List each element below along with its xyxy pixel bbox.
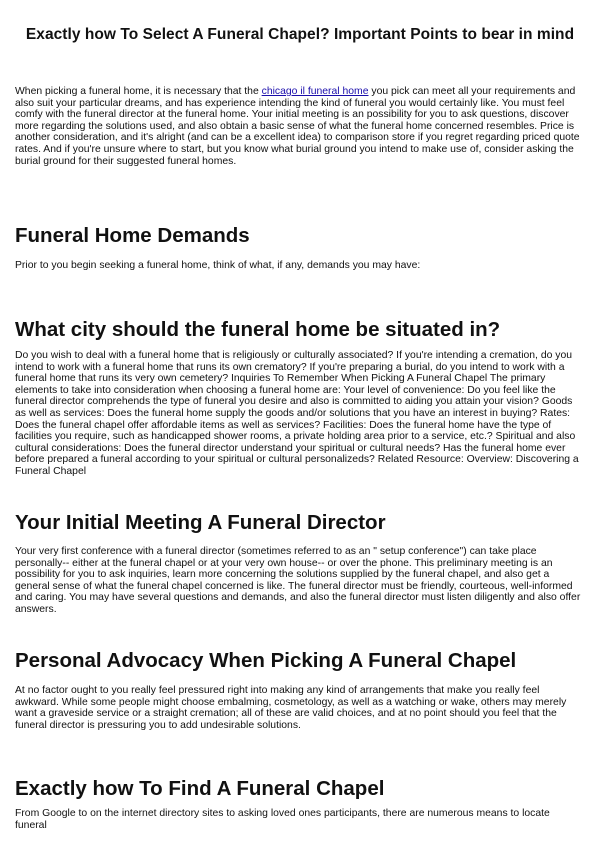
section-heading-initial-meeting: Your Initial Meeting A Funeral Director xyxy=(15,511,386,534)
section-heading-personal-advocacy: Personal Advocacy When Picking A Funeral Chapel xyxy=(15,649,517,672)
section-heading-city: What city should the funeral home be situated in? xyxy=(15,318,501,341)
intro-text-before-link: When picking a funeral home, it is necessary that the xyxy=(15,86,262,97)
section-body-personal-advocacy: At no factor ought to you really feel pressured right into making any kind of arrangements that make you really feel awkward. While some people might choose embalming, cosmetology, as well as a watching or wake, others may merely want a graveside service or a straight cremation; all of these are valid choices, and at no point should you feel that the funeral director is pressuring you to add undesirable solutions. xyxy=(15,685,567,731)
section-body-initial-meeting: Your very first conference with a funeral director (sometimes referred to as an " setup conference") can take place personally-- either at the funeral chapel or at your very own house-- or over the phone. This preliminary meeting is an possibility for you to ask inquiries, learn more concerning the solutions supplied by the funeral chapel, and also get a general sense of what the funeral chapel concerned is like. The funeral director must be friendly, courteous, well-informed and caring. You may have several questions and demands, and also the funeral director must listen diligently and also offer answers. xyxy=(15,546,581,615)
section-body-funeral-home-demands: Prior to you begin seeking a funeral home, think of what, if any, demands you may have: xyxy=(15,260,421,271)
section-heading-funeral-home-demands: Funeral Home Demands xyxy=(15,224,250,247)
section-body-find-funeral-chapel: From Google to on the internet directory sites to asking loved ones participants, there are numerous means to locate funeral xyxy=(15,808,550,831)
document-title: Exactly how To Select A Funeral Chapel? Important Points to bear in mind xyxy=(25,26,575,43)
section-heading-find-funeral-chapel: Exactly how To Find A Funeral Chapel xyxy=(15,777,385,800)
intro-text-after-link: you pick can meet all your requirements and also suit your particular dreams, and has experience intending the kind of funeral you would certainly like. You must feel comfy with the funeral director at the funeral home. Your initial meeting is an possibility for you to ask questions, discover more regarding the solutions used, and also obtain a basic sense of what the funeral home concerned resembles. Price is another consideration, and it's alright (and can be a excellent idea) to comparison store if you regret regarding priced quote rates. And if you're unsure where to start, but you know what burial ground you intend to make use of, consider asking the burial ground for their suggested funeral homes. xyxy=(15,86,580,167)
funeral-home-link[interactable]: chicago il funeral home xyxy=(261,86,369,97)
section-body-city: Do you wish to deal with a funeral home that is religiously or culturally associated? If you're intending a cremation, do you intend to work with a funeral home that runs its own crematory? If you're preparing a burial, do you intend to work with a funeral home that runs its very own cemetery? Inquiries To Remember When Picking A Funeral Chapel The primary elements to take into consideration when choosing a funeral home are: Your level of convenience: Do you feel like the funeral director comprehends the type of funeral you desire and also is committed to aiding you attain your vision? Goods as well as services: Does the funeral home supply the goods and/or solutions that you have an interest in buying? Rates: Does the funeral chapel offer affordable items as well as services? Facilities: Does the funeral home have the type of facilities you require, such as handicapped shower rooms, a private holding area prior to a service, etc.? Spiritual and also cultural considerations: Does the funeral director understand your spiritual or cultural needs? Has the funeral home ever before prepared a funeral according to your spiritual or cultural personalizeds? Related Resource: Overview: Discovering a Funeral Chapel xyxy=(15,350,579,477)
intro-paragraph xyxy=(15,86,583,167)
